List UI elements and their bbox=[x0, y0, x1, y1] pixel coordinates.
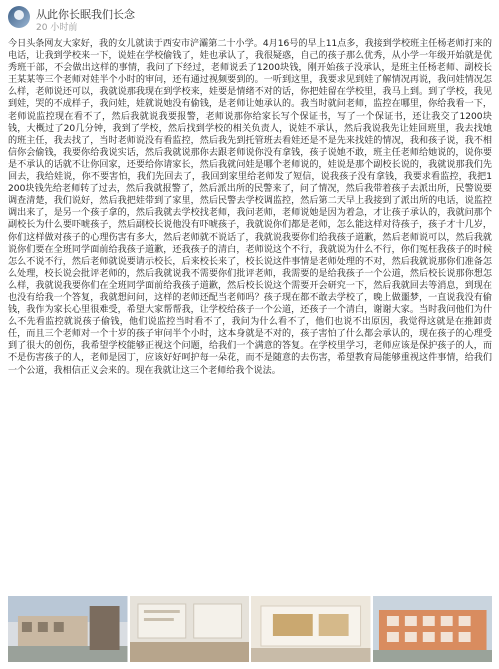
photo-school-gate[interactable] bbox=[8, 596, 128, 662]
user-avatar-icon[interactable] bbox=[8, 6, 30, 28]
post-body bbox=[8, 38, 492, 588]
photo-classroom[interactable] bbox=[130, 596, 250, 662]
username[interactable]: 从此你长眠我们长念 bbox=[36, 8, 135, 21]
photo-school-building[interactable] bbox=[373, 596, 493, 662]
post-text: 今日头条网友大家好，我的女儿就读于西安市浐灞第二十小学。4月16号的早上11点多，我接到学校班主任杨老师打来的电话，让我到学校来一下，说娃在学校偷钱了，娃也承认了，我很疑惑，自己的孩子那么优秀，从小学一年级开始就是优秀班干部，不会做出这样的事情，我问了下经过，老师说丢了1200块钱，刚开始孩子没承认，是班主任杨老师、副校长王某某等三个老师对娃半个小时的审问，还有通过视频要到的。一听到这里，我要求见到娃了解情况再说，我问娃情况怎么样，老师说还可以，我就说那我现在到学校来，娃要是情绪不对的话，你把娃留在学校里，我马上到。到了学校，我见到娃，哭的不成样子，我问娃，娃就说她没有偷钱，是老师让她承认的。我当时就问老师，监控在哪里，你给我看一下，老师说监控现在看不了，然后我就说我要报警，老师说那你给家长写个保证书，写了一个保证书，还让我交了1200块钱，大概过了20几分钟，我到了学校，然后找到学校的相关负责人，说娃不承认，然后我说我先让娃回班里，我去找她的班主任，我去找了，当时老师说没有看监控，然后我先到托管班去看娃还是不是先来找娃的情况，我和孩子说，我不相信你会偷钱，我要你给我说实话，然后我就说那你去跟老师说你没有拿钱，孩子说她不敢，班主任老师给她说的，说你要是不承认的话就不让你回家，还要给你请家长，然后我就问娃是哪个老师说的，娃说是那个副校长说的，我就说那我们先回去，我给娃说，你不要害怕，我们先回去了，我回到家里给老师发了短信，说我孩子没有拿钱，我要求看监控，我把1200块钱先给老师转了过去，然后我就报警了，然后派出所的民警来了，问了情况，然后我带着孩子去派出所，民警说要调查清楚，我们说好，然后我把娃带到了家里，然后民警去学校调监控，然后第二天早上我接到了派出所的电话，说监控调出来了，是另一个孩子拿的，然后我就去学校找老师，我问老师，老师说她是因为着急，才让孩子承认的，我就问那个副校长为什么要吓唬孩子，然后副校长说他没有吓唬孩子，我就说你们都是老师，怎么能这样对待孩子，孩子才十几岁，你们这样做对孩子的心理伤害有多大，然后老师就不说话了，我就说我要你们给我孩子道歉，然后老师说可以，然后我就说你们要在全班同学面前给我孩子道歉，还我孩子的清白，老师说这个不行，我就说为什么不行，你们冤枉我孩子的时候怎么不说不行，然后老师就说要请示校长，后来校长来了，校长说这件事情是老师处理的不对，然后我就说那你们准备怎么处理，校长说会批评老师的，然后我就说我不需要你们批评老师，我需要的是给我孩子一个公道，然后校长说那你想怎么样，我就说我要你们在全班同学面前给我孩子道歉，然后校长说这个需要开会研究一下，然后我就回去等消息，到现在也没有给我一个答复，我就想问问，这样的老师还配当老师吗？孩子现在都不敢去学校了，晚上做噩梦，一直说我没有偷钱，我作为家长心里很难受，希望大家帮帮我，让学校给孩子一个公道，还孩子一个清白，谢谢大家。当时我问他们为什么不先看监控就说孩子偷钱，他们说监控当时看不了，我问为什么看不了，他们也说不出原因，我觉得这就是在推卸责任，而且三个老师对一个十岁的孩子审问半个小时，这本身就是不对的，孩子害怕了什么都会承认的，现在孩子的心理受到了很大的创伤，我希望学校能够正视这个问题，给我们一个满意的答复。在学校里学习，老师应该是保护孩子的人，而不是伤害孩子的人，老师是园丁，应该好好呵护每一朵花，而不是随意的去伤害，希望教育局能够重视这件事情，给我们一个公道，我相信正义会来的。现在我就让这三个老师给我个说法。 bbox=[8, 39, 492, 376]
post-header bbox=[0, 0, 499, 34]
photo-strip bbox=[8, 596, 492, 662]
post-time: 20 小时前 bbox=[36, 23, 78, 33]
photo-school-wall[interactable] bbox=[251, 596, 371, 662]
